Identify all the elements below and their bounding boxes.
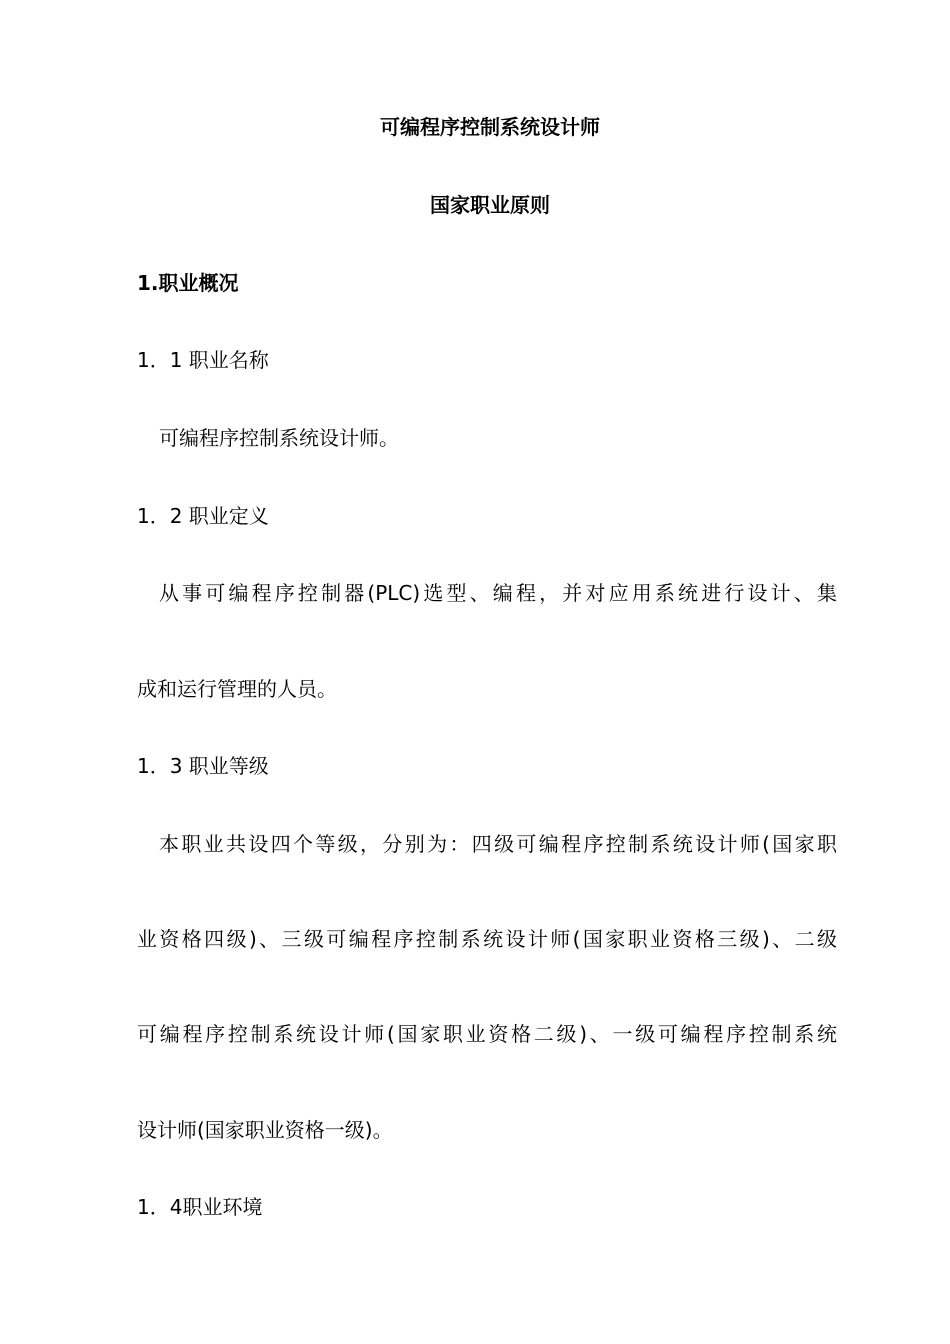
document-title: 可编程序控制系统设计师 bbox=[380, 115, 600, 139]
paragraph-1-1: 可编程序控制系统设计师。 bbox=[159, 426, 399, 450]
paragraph-1-2-line-1: 从事可编程序控制器(PLC)选型、编程，并对应用系统进行设计、集 bbox=[159, 581, 837, 605]
paragraph-1-2-line-2: 成和运行管理的人员。 bbox=[137, 677, 337, 701]
paragraph-1-3-line-2: 业资格四级)、三级可编程序控制系统设计师(国家职业资格三级)、二级 bbox=[137, 927, 837, 951]
subsection-heading-1-3: 1．3 职业等级 bbox=[137, 754, 269, 778]
paragraph-1-3-line-4: 设计师(国家职业资格一级)。 bbox=[137, 1118, 393, 1142]
document-subtitle: 国家职业原则 bbox=[430, 193, 550, 217]
section-heading-1: 1.职业概况 bbox=[137, 271, 239, 295]
subsection-heading-1-2: 1．2 职业定义 bbox=[137, 504, 269, 528]
subsection-heading-1-4: 1．4职业环境 bbox=[137, 1195, 263, 1219]
subsection-heading-1-1: 1．1 职业名称 bbox=[137, 348, 269, 372]
paragraph-1-3-line-3: 可编程序控制系统设计师(国家职业资格二级)、一级可编程序控制系统 bbox=[137, 1022, 837, 1046]
paragraph-1-3-line-1: 本职业共设四个等级，分别为：四级可编程序控制系统设计师(国家职 bbox=[159, 832, 837, 856]
